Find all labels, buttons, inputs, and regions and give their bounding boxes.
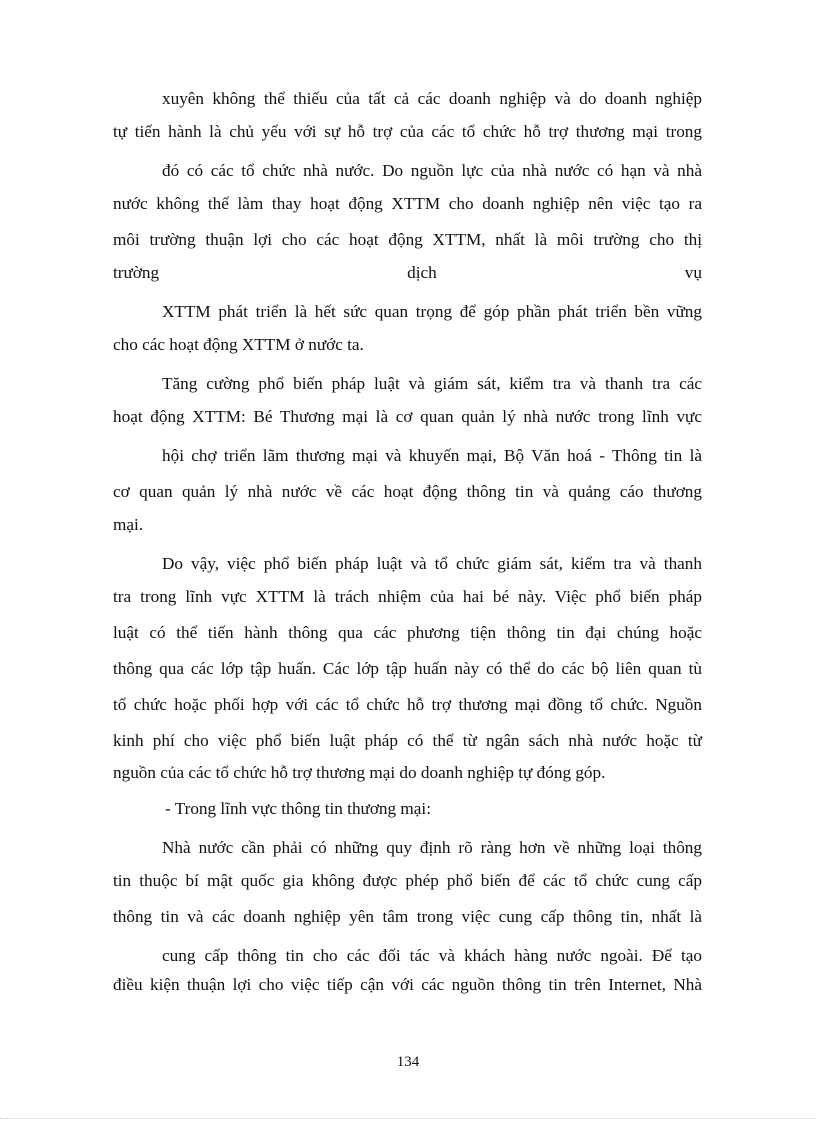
text-line: XTTM phát triển là hết sức quan trọng để góp phần phát triển bền vững [162, 302, 702, 321]
text-line: tra trong lĩnh vực XTTM là trách nhiệm của hai bé này. Việc phổ biến pháp [113, 587, 702, 606]
text-line: Tăng cường phổ biến pháp luật và giám sát, kiểm tra và thanh tra các [162, 374, 702, 393]
text-line: luật có thể tiến hành thông qua các phương tiện thông tin đại chúng hoặc [113, 623, 702, 642]
text-line: thông tin và các doanh nghiệp yên tâm trong việc cung cấp thông tin, nhất là [113, 907, 702, 926]
text-line: nguồn của các tổ chức hỗ trợ thương mại do doanh nghiệp tự đóng góp. [113, 763, 606, 782]
page-number: 134 [396, 1054, 420, 1070]
page-bottom-border [0, 1118, 816, 1119]
text-line: Nhà nước cần phải có những quy định rõ ràng hơn về những loại thông [162, 838, 702, 857]
text-line: đó có các tổ chức nhà nước. Do nguồn lực của nhà nước có hạn và nhà [162, 161, 702, 180]
text-line: điều kiện thuận lợi cho việc tiếp cận với các nguồn thông tin trên Internet, Nhà [113, 975, 702, 994]
text-line: môi trường thuận lợi cho các hoạt động XTTM, nhất là môi trường cho thị [113, 230, 702, 249]
text-line: tự tiến hành là chủ yếu với sự hỗ trợ của các tổ chức hỗ trợ thương mại trong [113, 122, 702, 141]
text-line: thông qua các lớp tập huấn. Các lớp tập huấn này có thể do các bộ liên quan tù [113, 659, 702, 678]
text-line: nước không thể làm thay hoạt động XTTM cho doanh nghiệp nên việc tạo ra [113, 194, 702, 213]
text-line: hội chợ triển lãm thương mại và khuyến mại, Bộ Văn hoá - Thông tin là [162, 446, 702, 465]
text-line: mại. [113, 515, 144, 534]
text-line: kinh phí cho việc phổ biến luật pháp có thể từ ngân sách nhà nước hoặc từ [113, 731, 702, 750]
text-line: cơ quan quản lý nhà nước về các hoạt động thông tin và quảng cáo thương [113, 482, 702, 501]
text-line: cung cấp thông tin cho các đối tác và khách hàng nước ngoài. Để tạo [162, 946, 702, 965]
text-line: trường dịch vụ [113, 263, 702, 282]
text-line: hoạt động XTTM: Bé Thương mại là cơ quan quản lý nhà nước trong lĩnh vực [113, 407, 702, 426]
text-line: cho các hoạt động XTTM ở nước ta. [113, 335, 364, 354]
text-line: tin thuộc bí mật quốc gia không được phép phổ biến để các tổ chức cung cấp [113, 871, 702, 890]
text-line: - Trong lĩnh vực thông tin thương mại: [165, 799, 431, 818]
text-line: Do vậy, việc phổ biến pháp luật và tổ chức giám sát, kiểm tra và thanh [162, 554, 702, 573]
text-line: xuyên không thể thiếu của tất cả các doanh nghiệp và do doanh nghiệp [162, 89, 702, 108]
text-line: tổ chức hoặc phối hợp với các tổ chức hỗ trợ thương mại đồng tổ chức. Nguồn [113, 695, 702, 714]
